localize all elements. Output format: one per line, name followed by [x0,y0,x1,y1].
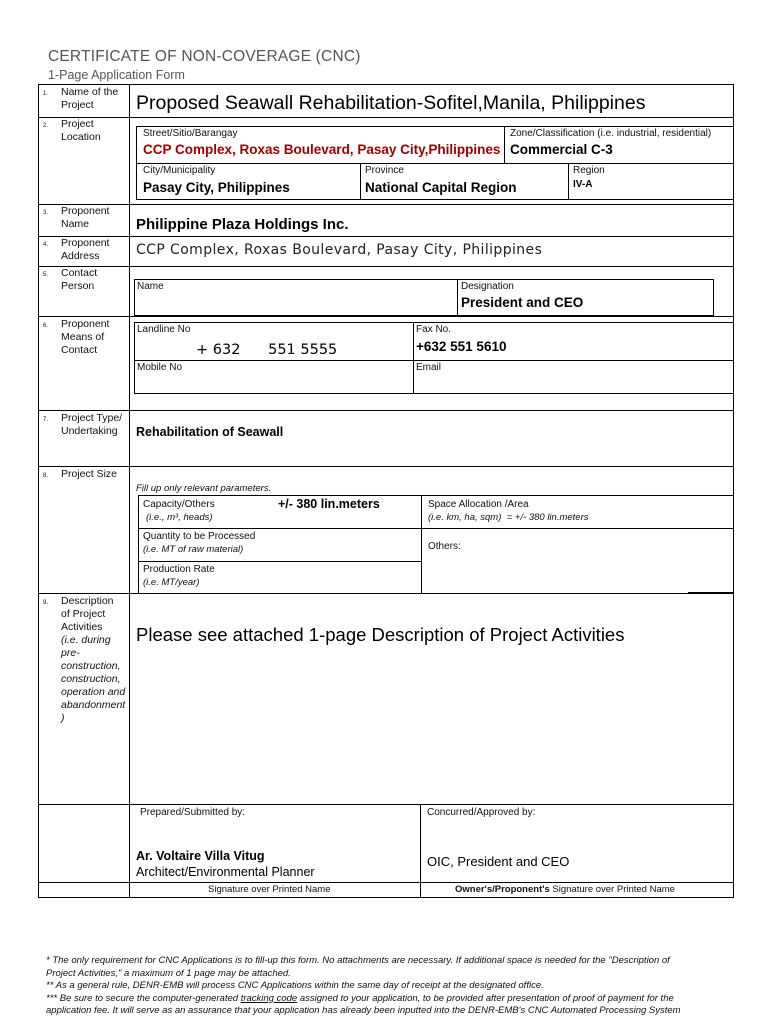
project-size-divider [138,528,734,529]
field-2-label-line2: Location [61,131,101,143]
concurred-name[interactable]: OIC, President and CEO [427,854,570,869]
field-9-label-line2: of Project [61,608,106,620]
location-divider [136,163,734,164]
footnote-line1: * The only requirement for CNC Applications is to fill-up this form. No attachments are necessary. If additional space is needed for the "Description of [46,955,670,966]
contact-name-label: Name [137,281,164,292]
signature-caption-left: Signature over Printed Name [208,884,331,895]
signature-caption-right [455,884,675,895]
region-value[interactable]: IV-A [573,179,593,190]
footnote-line4 [46,993,746,1006]
designation-value[interactable]: President and CEO [461,295,584,310]
row-divider [38,316,734,317]
field-6-number: 6. [43,323,49,329]
field-2-label [43,118,127,143]
contact-person-box [134,279,714,316]
field-1-label [43,86,127,111]
project-size-divider [138,561,421,562]
row-divider [38,410,734,411]
field-9-hint-line4: construction, [61,673,121,685]
field-4-number: 4. [43,242,49,248]
field-8-label [43,468,127,483]
row-divider [38,266,734,267]
field-5-label [43,267,127,292]
province-value[interactable]: National Capital Region [365,180,517,195]
location-divider [568,163,569,200]
fax-value[interactable]: +632 551 5610 [416,339,507,354]
footnotes [46,955,746,1018]
quantity-hint: (i.e. MT of raw material) [143,544,244,555]
row-divider [38,882,734,883]
project-description-value[interactable]: Please see attached 1-page Description of Project Activities [136,624,625,645]
field-6-label-line2: Means of [61,331,105,343]
field-9-hint-line3: construction, [61,660,121,672]
capacity-value[interactable]: +/- 380 lin.meters [278,497,380,511]
field-2-label-line1: Project [61,118,94,130]
field-9-hint-line6: abandonment [61,699,126,711]
city-value[interactable]: Pasay City, Philippines [143,180,290,195]
quantity-label: Quantity to be Processed [143,531,256,542]
capacity-hint: (i.e., m³, heads) [146,512,213,523]
city-label: City/Municipality [143,165,216,176]
row-divider [38,117,734,118]
footnote-line4-post: assigned to your application, to be provided after presentation of proof of payment for the [297,992,674,1004]
location-divider [504,126,505,163]
zone-value[interactable]: Commercial C-3 [510,142,613,157]
project-size-divider [688,592,734,593]
designation-label: Designation [461,281,514,292]
email-label: Email [416,362,442,373]
field-8-number: 8. [43,473,49,479]
field-9-hint-line7: ) [61,712,65,724]
proponent-address-value[interactable]: CCP Complex, Roxas Boulevard, Pasay City, Philippines [136,242,543,258]
fax-label: Fax No. [416,324,452,335]
field-9-label-line3: Activities [61,621,103,633]
form-title: CERTIFICATE OF NON-COVERAGE (CNC) [48,48,361,65]
field-1-label-line1: Name of the [61,86,119,98]
field-2-number: 2. [43,123,49,129]
location-divider [360,163,361,200]
row-divider [38,804,734,805]
landline-label: Landline No [137,324,191,335]
region-label: Region [573,165,605,176]
space-allocation-label: Space Allocation /Area [428,499,529,510]
field-3-number: 3. [43,210,49,216]
form-subtitle: 1-Page Application Form [48,68,185,82]
street-label: Street/Sitio/Barangay [143,128,238,139]
field-9-label [43,595,127,724]
contact-divider [457,279,458,316]
project-name-value[interactable]: Proposed Seawall Rehabilitation-Sofitel,Manila, Philippines [136,92,646,114]
field-6-label [43,318,127,356]
row-divider [38,466,734,467]
field-9-label-line1: Description [61,595,114,607]
signature-caption-right-rest: Signature over Printed Name [549,884,675,895]
field-1-label-line2: Project [61,99,94,111]
street-value[interactable]: CCP Complex, Roxas Boulevard, Pasay City,Philippines [143,142,501,157]
field-9-number: 9. [43,600,49,606]
space-allocation-value[interactable]: (i.e. km, ha, sqm) = +/- 380 lin.meters [428,512,589,523]
field-9-hint-line2: pre- [61,647,80,659]
field-5-number: 5. [43,272,49,278]
project-type-value[interactable]: Rehabilitation of Seawall [136,425,284,439]
field-3-label [43,205,127,230]
field-9-hint-line5: operation and [61,686,126,698]
signature-caption-right-bold: Owner's/Proponent's [455,884,550,895]
field-7-label-line1: Project Type/ [61,412,123,424]
footnote-line5: application fee. It will serve as an assurance that your application has already been inputted into the DENR-EMB's CNC Automated Processing System [46,1005,681,1016]
production-rate-hint: (i.e. MT/year) [143,577,200,588]
row-divider [38,204,734,205]
prepared-name[interactable]: Ar. Voltaire Villa Vitug [136,849,265,863]
mobile-label: Mobile No [137,362,183,373]
field-8-label-text: Project Size [61,468,118,480]
field-6-label-line3: Contact [61,344,98,356]
field-7-label [43,412,127,437]
contact-means-divider [413,322,414,394]
signature-divider [420,804,421,898]
footnote-line4-pre: *** Be sure to secure the computer-generated [46,992,241,1004]
field-3-label-line2: Name [61,218,90,230]
production-rate-label: Production Rate [143,564,215,575]
project-size-divider [421,495,422,594]
others-label: Others: [428,541,461,552]
label-column-divider [129,84,130,898]
field-7-label-line2: Undertaking [61,425,118,437]
prepared-title[interactable]: Architect/Environmental Planner [136,865,315,879]
field-1-number: 1. [43,91,49,97]
field-4-label-line1: Proponent [61,237,110,249]
field-9-hint-line1: (i.e. during [61,634,111,646]
project-size-hint: Fill up only relevant parameters. [136,483,272,494]
field-5-label-line2: Person [61,280,95,292]
concurred-label: Concurred/Approved by: [427,807,536,818]
footnote-line3: ** As a general rule, DENR-EMB will process CNC Applications within the same day of receipt at the designated office. [46,980,544,991]
field-6-label-line1: Proponent [61,318,110,330]
footnote-line2: Project Activities," a maximum of 1 page may be attached. [46,967,291,979]
tracking-code-text: tracking code [240,992,298,1004]
landline-value[interactable]: + 632 551 5555 [196,342,338,358]
field-3-label-line1: Proponent [61,205,110,217]
field-7-number: 7. [43,417,49,423]
proponent-name-value[interactable]: Philippine Plaza Holdings Inc. [136,216,349,233]
prepared-label: Prepared/Submitted by: [140,807,246,818]
field-4-label-line2: Address [61,250,100,262]
field-4-label [43,237,127,262]
row-divider [38,236,734,237]
capacity-label: Capacity/Others [143,499,215,510]
contact-means-divider [134,360,734,361]
field-5-label-line1: Contact [61,267,98,279]
zone-label: Zone/Classification (i.e. industrial, residential) [510,128,712,139]
province-label: Province [365,165,404,176]
